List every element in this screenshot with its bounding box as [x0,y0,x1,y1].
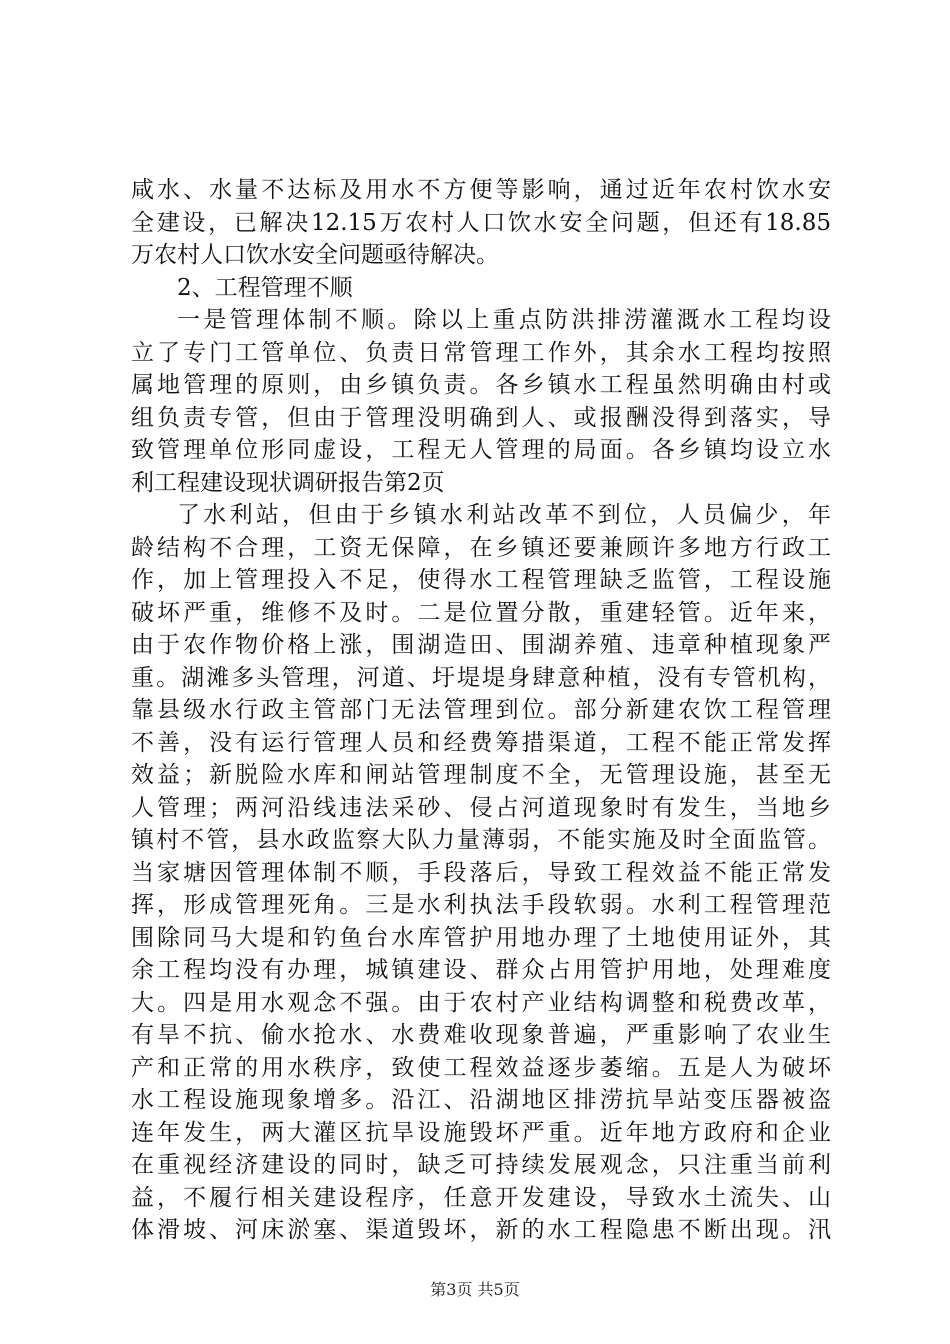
text-line: 围除同马大堤和钓鱼台水库管护用地办理了土地使用证外，其 [131,924,831,951]
text-line: 水工程设施现象增多。沿江、沿湖地区排涝抗旱站变压器被盗 [131,1087,831,1113]
text-line: 有旱不抗、偷水抢水、水费难收现象普遍，严重影响了农业生 [131,1022,831,1048]
text-line: 万农村人口饮水安全问题亟待解决。 [131,242,499,268]
text-line: 不善，没有运行管理人员和经费筹措渠道，工程不能正常发挥 [131,729,831,756]
text-line: 效益；新脱险水库和闸站管理制度不全，无管理设施，甚至无 [131,762,831,788]
document-body [131,174,831,1247]
text-line: 当家塘因管理体制不顺，手段落后，导致工程效益不能正常发 [131,859,831,886]
page-footer: 第3页 共5页 [430,1280,520,1299]
text-line: 体滑坡、河床淤塞、渠道毁坏，新的水工程隐患不断出现。汛 [131,1217,831,1243]
text-line: 镇村不管，县水政监察大队力量薄弱，不能实施及时全面监管。 [131,827,831,853]
text-line: 由于农作物价格上涨，围湖造田、围湖养殖、违章种植现象严 [131,632,831,658]
text-line: 致管理单位形同虚设，工程无人管理的局面。各乡镇均设立水 [131,437,831,463]
text-line: 一是管理体制不顺。除以上重点防洪排涝灌溉水工程均设 [177,307,831,333]
text-line: 在重视经济建设的同时，缺乏可持续发展观念，只注重当前利 [131,1152,831,1178]
text-line: 挥，形成管理死角。三是水利执法手段软弱。水利工程管理范 [131,892,831,918]
text-line: 了水利站，但由于乡镇水利站改革不到位，人员偏少，年 [177,502,831,528]
text-line: 作，加上管理投入不足，使得水工程管理缺乏监管，工程设施 [131,567,831,593]
section-heading: 2、工程管理不顺 [177,274,353,301]
text-line: 利工程建设现状调研报告第2页 [131,469,445,496]
text-line: 产和正常的用水秩序，致使工程效益逐步萎缩。五是人为破坏 [131,1054,831,1081]
text-line: 连年发生，两大灌区抗旱设施毁坏严重。近年地方政府和企业 [131,1119,831,1146]
text-line: 组负责专管，但由于管理没明确到人、或报酬没得到落实，导 [131,404,831,431]
text-line: 重。湖滩多头管理，河道、圩堤堤身肆意种植，没有专管机构， [131,664,831,691]
text-line: 立了专门工管单位、负责日常管理工作外，其余水工程均按照 [131,339,831,366]
text-line: 破坏严重，维修不及时。二是位置分散，重建轻管。近年来， [131,599,831,626]
text-line: 人管理；两河沿线违法采砂、侵占河道现象时有发生，当地乡 [131,794,831,821]
text-line: 咸水、水量不达标及用水不方便等影响，通过近年农村饮水安 [131,177,831,203]
text-line: 余工程均没有办理，城镇建设、群众占用管护用地，处理难度 [131,957,831,983]
text-line: 大。四是用水观念不强。由于农村产业结构调整和税费改革， [131,989,831,1016]
text-line: 益，不履行相关建设程序，任意开发建设，导致水土流失、山 [131,1184,831,1211]
text-line: 靠县级水行政主管部门无法管理到位。部分新建农饮工程管理 [131,697,831,723]
text-line: 属地管理的原则，由乡镇负责。各乡镇水工程虽然明确由村或 [131,372,831,398]
text-line: 全建设，已解决12.15万农村人口饮水安全问题，但还有18.85 [131,209,831,236]
text-line: 龄结构不合理，工资无保障，在乡镇还要兼顾许多地方行政工 [131,534,831,561]
